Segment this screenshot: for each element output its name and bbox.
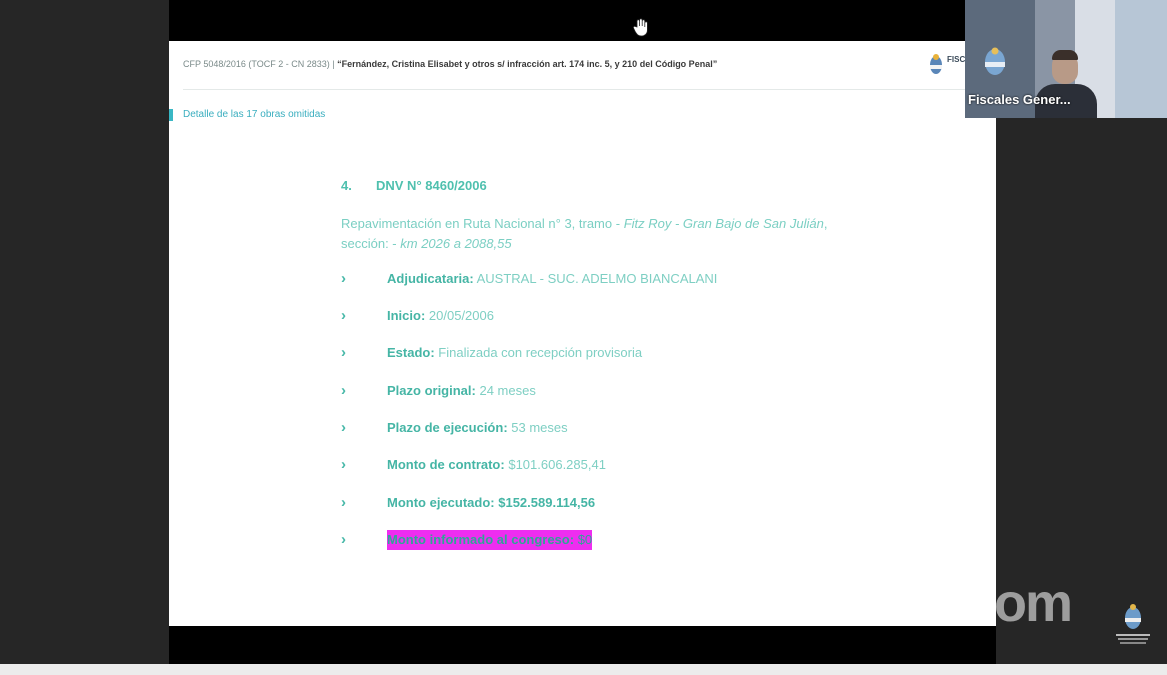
chevron-right-icon: › [341, 270, 346, 287]
case-number: CFP 5048/2016 (TOCF 2 - CN 2833) | [183, 59, 338, 69]
chevron-right-icon: › [341, 419, 346, 436]
case-title: “Fernández, Cristina Elisabet y otros s/ infracción art. 174 inc. 5, y 210 del Código Penal” [337, 59, 718, 69]
highlight-mark [387, 530, 592, 550]
item-value: Finalizada con recepción provisoria [438, 345, 643, 360]
header-divider [183, 89, 983, 90]
item-value: 20/05/2006 [428, 308, 494, 323]
item-label: Plazo original: [387, 383, 476, 398]
participant-name: Fiscales Gener... [968, 92, 1071, 107]
obra-title: DNV N° 8460/2006 [376, 178, 487, 193]
description-text: Repavimentación en Ruta Nacional n° 3, tramo - [341, 216, 624, 231]
item-value: $152.589.114,56 [498, 495, 596, 510]
agency-logo-icon [929, 53, 943, 77]
item-value: 53 meses [511, 420, 568, 435]
left-background [0, 0, 169, 664]
zoom-watermark: zoom [938, 573, 1071, 633]
chevron-right-icon: › [341, 456, 346, 473]
item-value: 24 meses [479, 383, 536, 398]
chevron-right-icon: › [341, 307, 346, 324]
item-label: Inicio: [387, 308, 426, 323]
fiscales-logo-text: FISC [947, 55, 966, 64]
slide-header [183, 59, 717, 69]
participant-video-tile[interactable] [965, 0, 1167, 118]
section-label: Detalle de las 17 obras omitidas [183, 109, 326, 120]
description-route: Fitz Roy - Gran Bajo de San Julián [623, 216, 824, 231]
presentation-slide [169, 41, 996, 626]
chevron-right-icon: › [341, 494, 346, 511]
chevron-right-icon: › [341, 382, 346, 399]
hand-cursor-icon [632, 18, 650, 38]
bottom-toolbar-strip [0, 664, 1167, 675]
obra-description [341, 214, 831, 254]
item-label: Plazo de ejecución: [387, 420, 508, 435]
item-value: $101.606.285,41 [508, 457, 606, 472]
item-label: Monto informado al congreso: [387, 532, 575, 547]
chevron-right-icon: › [341, 344, 346, 361]
description-section-label: , sección: - [341, 216, 828, 251]
institution-seal-icon [1112, 602, 1154, 646]
section-marker [169, 109, 173, 121]
wall-seal-icon [983, 46, 1007, 76]
chevron-right-icon: › [341, 531, 346, 548]
flag-background-2 [1115, 0, 1167, 118]
item-value: AUSTRAL - SUC. ADELMO BIANCALANI [476, 271, 718, 286]
item-label: Monto de contrato: [387, 457, 505, 472]
item-label: Monto ejecutado: [387, 495, 495, 510]
item-label: Estado: [387, 345, 435, 360]
item-value: $0 [577, 532, 593, 547]
obra-number: 4. [341, 178, 352, 193]
participant-hair [1052, 50, 1078, 60]
description-km: km 2026 a 2088,55 [400, 236, 512, 251]
item-label: Adjudicataria: [387, 271, 474, 286]
